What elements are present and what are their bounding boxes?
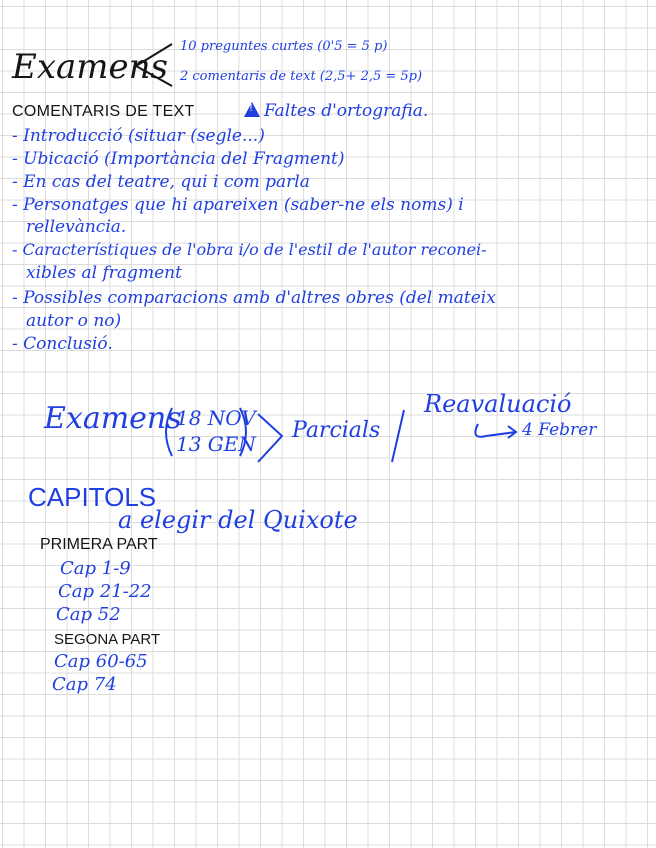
list-item: - Possibles comparacions amb d'altres obres (del mateix bbox=[12, 288, 496, 308]
exam-date-1: 18 NOV bbox=[176, 406, 256, 430]
capitols-title: CAPITOLS bbox=[28, 482, 157, 512]
list-item: rellevància. bbox=[26, 217, 127, 237]
list-item: - En cas del teatre, qui i com parla bbox=[12, 172, 310, 192]
branch-top-text: 10 preguntes curtes (0'5 = 5 p) bbox=[180, 39, 388, 54]
part1-heading: PRIMERA PART bbox=[40, 536, 158, 553]
warning-text: Faltes d'ortografia. bbox=[264, 101, 429, 121]
chapter-item: Cap 74 bbox=[52, 674, 117, 695]
header-bracket-icon bbox=[136, 44, 172, 86]
reavaluacio-label: Reavaluació bbox=[424, 390, 572, 418]
list-item: - Conclusió. bbox=[12, 334, 113, 354]
chapter-item: Cap 21-22 bbox=[58, 581, 152, 602]
list-item: - Introducció (situar (segle...) bbox=[12, 126, 265, 146]
comentaris-heading: COMENTARIS DE TEXT bbox=[12, 103, 195, 120]
list-item: - Característiques de l'obra i/o de l'estil de l'autor reconei- bbox=[12, 240, 487, 259]
list-item: xibles al fragment bbox=[26, 263, 182, 283]
part2-heading: SEGONA PART bbox=[54, 631, 161, 648]
warning-icon bbox=[244, 102, 260, 117]
list-item: - Personatges que hi apareixen (saber-ne els noms) i bbox=[12, 195, 464, 215]
parcials-label: Parcials bbox=[292, 418, 381, 443]
reavaluacio-date: 4 Febrer bbox=[522, 420, 597, 440]
capitols-subtitle: a elegir del Quixote bbox=[118, 506, 358, 534]
exam-date-2: 13 GEN bbox=[176, 432, 256, 456]
branch-bottom-text: 2 comentaris de text (2,5+ 2,5 = 5p) bbox=[180, 69, 423, 84]
arrow-icon bbox=[475, 424, 516, 437]
chapter-item: Cap 1-9 bbox=[60, 558, 131, 579]
list-item: - Ubicació (Importància del Fragment) bbox=[12, 149, 345, 169]
list-item: autor o no) bbox=[26, 311, 122, 331]
chapter-item: Cap 60-65 bbox=[54, 651, 148, 672]
chapter-item: Cap 52 bbox=[56, 604, 121, 625]
dates-angle-icon bbox=[258, 414, 282, 462]
dates-label: Examens bbox=[44, 401, 182, 436]
exams-title: Examens bbox=[12, 47, 168, 87]
warning-note bbox=[244, 102, 428, 120]
slash-divider bbox=[392, 410, 404, 462]
